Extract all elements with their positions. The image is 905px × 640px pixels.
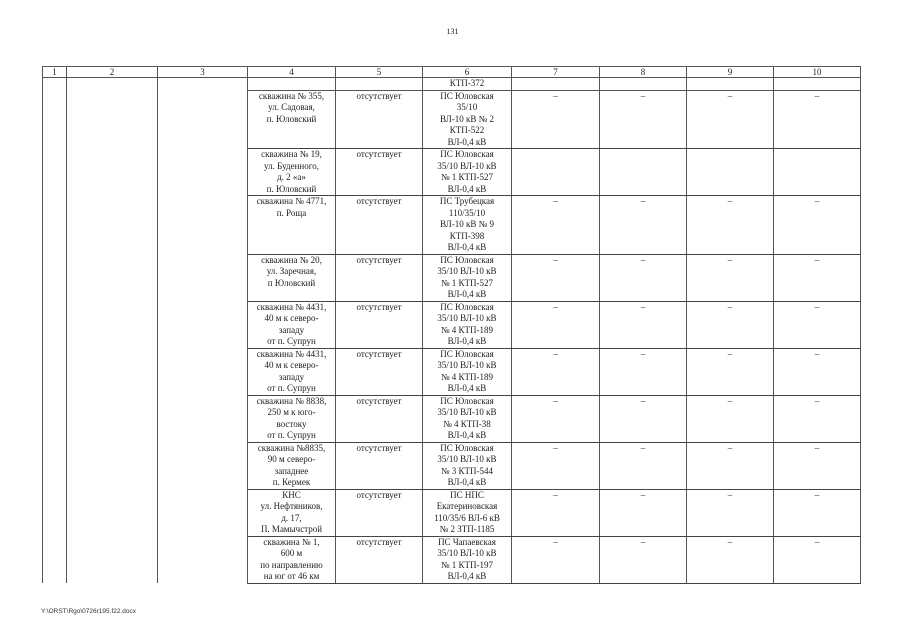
row-object-cell: скважина № 4771, п. Роща: [248, 196, 336, 255]
column-header: 2: [67, 67, 158, 78]
row-col7-cell: –: [512, 254, 600, 301]
column-header: 6: [423, 67, 512, 78]
row-col7-cell: –: [512, 90, 600, 149]
row-col8-cell: –: [600, 442, 687, 489]
row-status-cell: отсутствует: [336, 149, 423, 196]
row-status-cell: отсутствует: [336, 196, 423, 255]
row-col10-cell: [774, 149, 861, 196]
row-power-source-cell: ПС НПС Екатериновская 110/35/6 ВЛ-6 кВ № 2 ЗТП-1185: [423, 489, 512, 536]
row-col9-cell: –: [687, 442, 774, 489]
row-col9-cell: –: [687, 196, 774, 255]
row-col9-cell: –: [687, 301, 774, 348]
row-power-source-cell: ПС Юловская 35/10 ВЛ-10 кВ № 4 КТП-189 ВЛ-0,4 кВ: [423, 348, 512, 395]
row-object-cell: скважина № 1, 600 м по направлению на юг от 46 км: [248, 536, 336, 583]
row-col9-cell: –: [687, 348, 774, 395]
column-header: 5: [336, 67, 423, 78]
row-power-source-cell: ПС Трубецкая 110/35/10 ВЛ-10 кВ № 9 КТП-398 ВЛ-0,4 кВ: [423, 196, 512, 255]
table-cell: [774, 78, 861, 91]
row-col8-cell: –: [600, 348, 687, 395]
row-col8-cell: –: [600, 489, 687, 536]
row-col9-cell: –: [687, 90, 774, 149]
row-col7-cell: –: [512, 489, 600, 536]
row-col7-cell: –: [512, 348, 600, 395]
row-col7-cell: –: [512, 196, 600, 255]
table-cell: [336, 78, 423, 91]
col2-merged-cell: [67, 78, 158, 584]
row-col8-cell: –: [600, 90, 687, 149]
footer-file-path: Y:\ORST\Rgo\0726r195.f22.docx: [41, 608, 137, 615]
row-status-cell: отсутствует: [336, 442, 423, 489]
page-number: 131: [446, 27, 459, 36]
column-header: 4: [248, 67, 336, 78]
row-col8-cell: [600, 149, 687, 196]
row-col7-cell: –: [512, 442, 600, 489]
row-col9-cell: –: [687, 395, 774, 442]
row-status-cell: отсутствует: [336, 348, 423, 395]
col1-merged-cell: [43, 78, 67, 584]
row-col8-cell: –: [600, 301, 687, 348]
row-status-cell: отсутствует: [336, 301, 423, 348]
row-col7-cell: –: [512, 395, 600, 442]
row-power-source-cell: ПС Юловская 35/10 ВЛ-10 кВ № 1 КТП-527 ВЛ-0,4 кВ: [423, 254, 512, 301]
col3-merged-cell: [158, 78, 248, 584]
row-col8-cell: –: [600, 395, 687, 442]
data-table: [42, 66, 861, 584]
row-power-source-cell: ПС Юловская 35/10 ВЛ-10 кВ № 4 КТП-38 ВЛ-0,4 кВ: [423, 395, 512, 442]
table-cell: КТП-372: [423, 78, 512, 91]
row-status-cell: отсутствует: [336, 254, 423, 301]
row-object-cell: скважина № 355, ул. Садовая, п. Юловский: [248, 90, 336, 149]
table-cell: [248, 78, 336, 91]
row-object-cell: скважина № 20, ул. Заречная, п Юловский: [248, 254, 336, 301]
row-col10-cell: –: [774, 536, 861, 583]
row-power-source-cell: ПС Юловская 35/10 ВЛ-10 кВ № 3 КТП-544 ВЛ-0,4 кВ: [423, 442, 512, 489]
row-power-source-cell: ПС Юловская 35/10 ВЛ-10 кВ № 4 КТП-189 ВЛ-0,4 кВ: [423, 301, 512, 348]
row-object-cell: скважина №8835, 90 м северо- западнее п. Кермек: [248, 442, 336, 489]
row-col10-cell: –: [774, 489, 861, 536]
row-col8-cell: –: [600, 536, 687, 583]
row-col10-cell: –: [774, 301, 861, 348]
row-status-cell: отсутствует: [336, 395, 423, 442]
row-object-cell: скважина № 4431, 40 м к северо- западу от п. Супрун: [248, 301, 336, 348]
continuation-row: [43, 78, 861, 91]
table-cell: [687, 78, 774, 91]
row-status-cell: отсутствует: [336, 90, 423, 149]
column-header: 8: [600, 67, 687, 78]
row-object-cell: скважина № 8838, 250 м к юго- востоку от п. Супрун: [248, 395, 336, 442]
row-col10-cell: –: [774, 442, 861, 489]
row-col10-cell: –: [774, 90, 861, 149]
row-status-cell: отсутствует: [336, 536, 423, 583]
row-col8-cell: –: [600, 254, 687, 301]
row-col9-cell: –: [687, 489, 774, 536]
row-col10-cell: –: [774, 395, 861, 442]
column-header: 3: [158, 67, 248, 78]
row-col9-cell: –: [687, 254, 774, 301]
row-col8-cell: –: [600, 196, 687, 255]
row-status-cell: отсутствует: [336, 489, 423, 536]
row-power-source-cell: ПС Юловская 35/10 ВЛ-10 кВ № 1 КТП-527 ВЛ-0,4 кВ: [423, 149, 512, 196]
row-col9-cell: –: [687, 536, 774, 583]
row-object-cell: скважина № 19, ул. Буденного, д. 2 «а» п. Юловский: [248, 149, 336, 196]
table-cell: [600, 78, 687, 91]
column-header: 10: [774, 67, 861, 78]
row-col7-cell: –: [512, 536, 600, 583]
column-header: 9: [687, 67, 774, 78]
row-col10-cell: –: [774, 348, 861, 395]
row-power-source-cell: ПС Юловская 35/10 ВЛ-10 кВ № 2 КТП-522 ВЛ-0,4 кВ: [423, 90, 512, 149]
row-col7-cell: –: [512, 301, 600, 348]
row-col10-cell: –: [774, 196, 861, 255]
row-col9-cell: [687, 149, 774, 196]
row-object-cell: скважина № 4431, 40 м к северо- западу от п. Супрун: [248, 348, 336, 395]
row-object-cell: КНС ул. Нефтяников, д. 17, П. Мамычстрой: [248, 489, 336, 536]
column-header: 1: [43, 67, 67, 78]
row-col10-cell: –: [774, 254, 861, 301]
row-power-source-cell: ПС Чапаевская 35/10 ВЛ-10 кВ № 1 КТП-197 ВЛ-0,4 кВ: [423, 536, 512, 583]
column-number-row: [43, 67, 861, 78]
row-col7-cell: [512, 149, 600, 196]
table-cell: [512, 78, 600, 91]
column-header: 7: [512, 67, 600, 78]
